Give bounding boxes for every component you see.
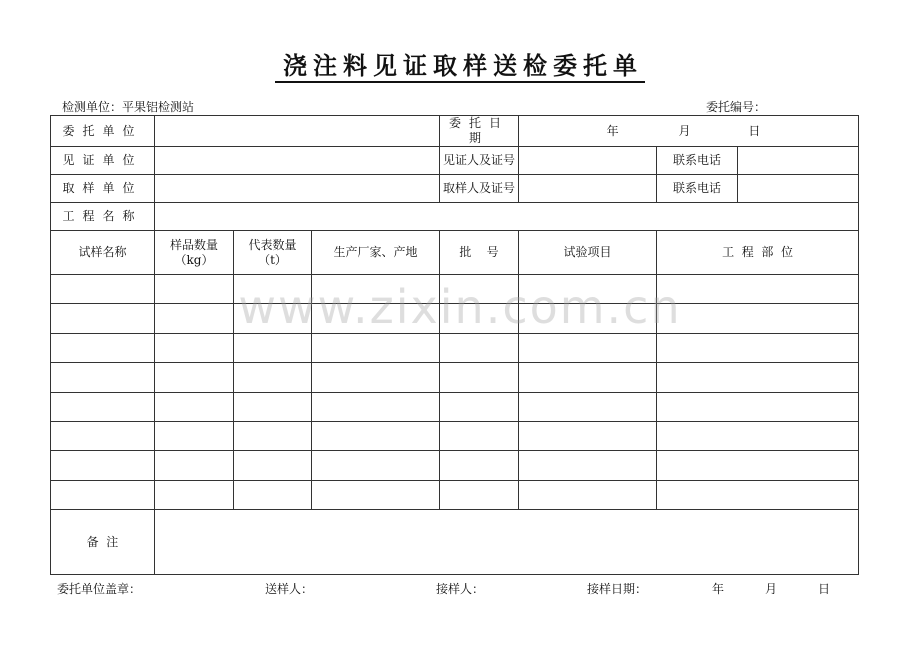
sample-cell[interactable]	[312, 421, 440, 450]
sample-cell[interactable]	[312, 333, 440, 362]
receive-date-label: 接样日期：	[587, 582, 648, 596]
remarks-field[interactable]	[155, 510, 859, 575]
col-rep-qty-label: 代表数量	[248, 237, 297, 252]
sample-cell[interactable]	[234, 333, 312, 362]
col-project-part	[657, 231, 859, 275]
sample-cell[interactable]	[440, 363, 519, 392]
client-unit-field[interactable]	[155, 116, 440, 147]
sample-cell[interactable]	[312, 392, 440, 421]
sample-row	[51, 275, 859, 304]
col-manufacturer	[312, 231, 440, 275]
witness-person-field[interactable]	[519, 147, 657, 175]
sampler-phone-field[interactable]	[738, 175, 859, 203]
remarks-label-text: 备 注	[86, 534, 119, 549]
sample-cell[interactable]	[155, 451, 234, 480]
col-sample-qty-label: 样品数量	[169, 237, 218, 252]
sample-cell[interactable]	[440, 304, 519, 333]
sample-cell[interactable]	[657, 333, 859, 362]
sample-cell[interactable]	[312, 480, 440, 509]
witness-phone-label: 联系电话	[657, 147, 738, 175]
col-batch-no	[440, 231, 519, 275]
sample-row	[51, 480, 859, 509]
sample-cell[interactable]	[657, 421, 859, 450]
sample-cell[interactable]	[519, 304, 657, 333]
sample-rows	[51, 275, 859, 510]
sample-cell[interactable]	[440, 392, 519, 421]
sample-row	[51, 421, 859, 450]
sample-cell[interactable]	[657, 363, 859, 392]
sample-cell[interactable]	[312, 363, 440, 392]
sampler-person-label: 取样人及证号	[440, 175, 519, 203]
witness-phone-field[interactable]	[738, 147, 859, 175]
receive-date-year: 年	[712, 582, 725, 596]
receive-date-day: 日	[818, 582, 831, 596]
sample-row	[51, 363, 859, 392]
sample-cell[interactable]	[519, 421, 657, 450]
receiver-label: 接样人：	[436, 582, 485, 596]
sample-cell[interactable]	[234, 363, 312, 392]
witness-unit-label: 见证单位	[51, 147, 155, 175]
sample-cell[interactable]	[155, 275, 234, 304]
sample-cell[interactable]	[657, 275, 859, 304]
entrust-date-label: 委托日期	[440, 116, 519, 147]
client-unit-label: 委托单位	[51, 116, 155, 147]
sample-cell[interactable]	[51, 333, 155, 362]
sample-cell[interactable]	[519, 480, 657, 509]
col-sample-name	[51, 231, 155, 275]
col-batch-no-label: 批 号	[459, 245, 499, 259]
receive-date-month: 月	[765, 582, 778, 596]
row-client	[51, 116, 859, 147]
col-rep-qty-unit: （t）	[258, 252, 287, 267]
client-seal-label: 委托单位盖章：	[57, 582, 142, 596]
col-sample-qty	[155, 231, 234, 275]
witness-unit-field[interactable]	[155, 147, 440, 175]
sample-cell[interactable]	[51, 451, 155, 480]
sampling-unit-label: 取样单位	[51, 175, 155, 203]
sample-cell[interactable]	[234, 392, 312, 421]
sample-cell[interactable]	[519, 392, 657, 421]
col-project-part-label: 工 程 部 位	[722, 245, 793, 259]
date-year: 年	[606, 123, 619, 138]
sample-cell[interactable]	[51, 392, 155, 421]
sampler-person-field[interactable]	[519, 175, 657, 203]
col-test-items-label: 试验项目	[563, 245, 612, 259]
sample-table-header	[51, 231, 859, 275]
sample-cell[interactable]	[657, 480, 859, 509]
sample-cell[interactable]	[155, 363, 234, 392]
date-month: 月	[678, 123, 691, 138]
sample-cell[interactable]	[234, 451, 312, 480]
sample-cell[interactable]	[440, 480, 519, 509]
row-sampling	[51, 175, 859, 203]
sample-cell[interactable]	[234, 421, 312, 450]
form-title-text: 浇注料见证取样送检委托单	[275, 52, 645, 83]
watermark: www.zixin.com.cn	[238, 280, 682, 334]
row-remarks	[51, 510, 859, 575]
sample-row	[51, 304, 859, 333]
sample-cell[interactable]	[312, 451, 440, 480]
row-witness	[51, 147, 859, 175]
sample-cell[interactable]	[440, 333, 519, 362]
sample-cell[interactable]	[51, 304, 155, 333]
col-rep-qty	[234, 231, 312, 275]
sampling-unit-field[interactable]	[155, 175, 440, 203]
sample-cell[interactable]	[234, 304, 312, 333]
sample-cell[interactable]	[234, 480, 312, 509]
col-sample-name-label: 试样名称	[78, 245, 127, 259]
entrust-number-label: 委托编号：	[706, 100, 767, 114]
sample-cell[interactable]	[657, 392, 859, 421]
sample-cell[interactable]	[440, 451, 519, 480]
form-title	[0, 46, 920, 81]
sample-cell[interactable]	[51, 363, 155, 392]
sample-cell[interactable]	[155, 421, 234, 450]
col-manufacturer-label: 生产厂家、产地	[333, 245, 418, 259]
sample-cell[interactable]	[51, 480, 155, 509]
sample-cell[interactable]	[440, 421, 519, 450]
col-sample-qty-unit: （kg）	[174, 252, 214, 267]
sample-cell[interactable]	[51, 421, 155, 450]
sample-cell[interactable]	[657, 304, 859, 333]
sample-cell[interactable]	[51, 275, 155, 304]
entrust-date-field[interactable]	[519, 116, 859, 147]
sample-cell[interactable]	[234, 275, 312, 304]
sender-label: 送样人：	[265, 582, 314, 596]
sample-row	[51, 451, 859, 480]
sample-cell[interactable]	[657, 451, 859, 480]
sample-cell[interactable]	[155, 333, 234, 362]
sample-cell[interactable]	[519, 275, 657, 304]
project-name-field[interactable]	[155, 203, 859, 231]
sample-cell[interactable]	[312, 275, 440, 304]
sample-cell[interactable]	[519, 451, 657, 480]
sample-row	[51, 333, 859, 362]
date-day: 日	[748, 123, 761, 138]
sample-cell[interactable]	[155, 304, 234, 333]
witness-person-label: 见证人及证号	[440, 147, 519, 175]
sample-cell[interactable]	[155, 480, 234, 509]
sample-cell[interactable]	[440, 275, 519, 304]
sample-cell[interactable]	[519, 363, 657, 392]
testing-unit-label: 检测单位：平果铝检测站	[62, 100, 195, 114]
sampler-phone-label: 联系电话	[657, 175, 738, 203]
col-test-items	[519, 231, 657, 275]
sample-cell[interactable]	[312, 304, 440, 333]
entrust-form-table	[50, 115, 859, 575]
sample-cell[interactable]	[519, 333, 657, 362]
sample-row	[51, 392, 859, 421]
sample-cell[interactable]	[155, 392, 234, 421]
row-project	[51, 203, 859, 231]
remarks-label	[51, 510, 155, 575]
project-name-label: 工程名称	[51, 203, 155, 231]
